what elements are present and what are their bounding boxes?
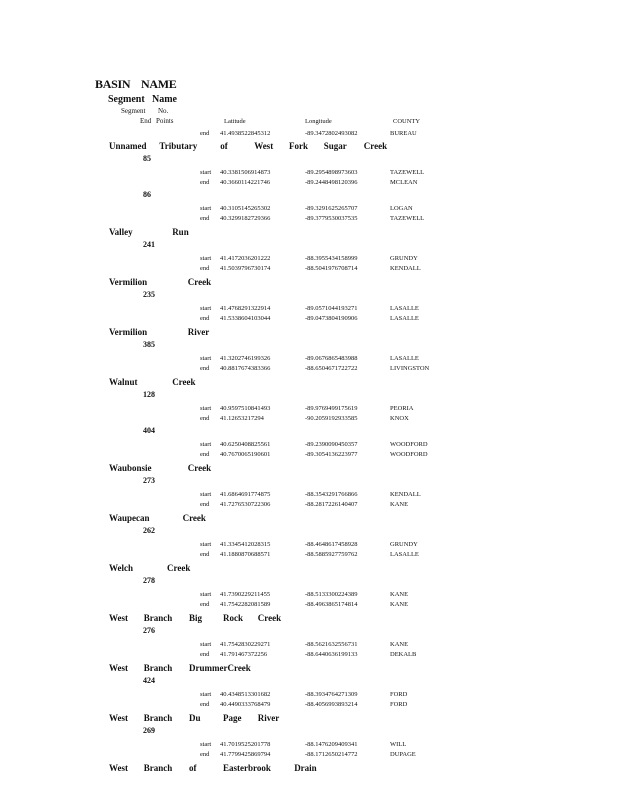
longitude-value: -88.1712650214772	[305, 751, 358, 758]
basin-name-word: of	[189, 763, 197, 773]
latitude-value: 41.7390229211455	[220, 591, 271, 598]
county-value: LASALLE	[390, 551, 419, 558]
end-type: start	[200, 741, 212, 748]
longitude-value: -89.2954898973603	[305, 169, 358, 176]
basin-name-word: Valley	[109, 227, 133, 237]
longitude-value: -89.0571044193271	[305, 305, 358, 312]
basin-name-word: Waubonsie	[109, 463, 152, 473]
latitude-value: 41.12653217294	[220, 415, 264, 422]
county-value: KNOX	[390, 415, 409, 422]
segment-number: 128	[143, 390, 155, 399]
points-header: Points	[156, 117, 174, 125]
segment-number: 235	[143, 290, 155, 299]
latitude-value: 40.3660114221746	[220, 179, 271, 186]
basin-name-word: Tributary	[159, 141, 198, 151]
end-type: end	[200, 415, 210, 422]
basin-name-word: Branch	[143, 713, 173, 723]
end-type: end	[200, 315, 210, 322]
county-value: KANE	[390, 601, 409, 608]
segment-number: 86	[143, 190, 151, 199]
end-type: start	[200, 641, 212, 648]
latitude-value: 41.5338604103044	[220, 315, 271, 322]
end-type: start	[200, 591, 212, 598]
basin-name	[109, 663, 409, 675]
basin-name	[109, 613, 409, 625]
basin-name-word: Creek	[187, 463, 212, 473]
end-type: end	[200, 501, 210, 508]
county-value: WOODFORD	[390, 451, 428, 458]
end-type: start	[200, 305, 212, 312]
longitude-value: -90.2059192933585	[305, 415, 358, 422]
basin-name	[109, 713, 409, 725]
latitude-header: Latitude	[224, 118, 246, 125]
county-value: MCLEAN	[390, 179, 418, 186]
end-type: end	[200, 601, 210, 608]
county-value: GRUNDY	[390, 541, 418, 548]
basin-name-word: Easterbrook	[223, 763, 271, 773]
latitude-value: 41.7542830229271	[220, 641, 271, 648]
basin-name-word: River	[257, 713, 280, 723]
county-value: FORD	[390, 691, 408, 698]
segment-number: 278	[143, 576, 155, 585]
segment-header: Segment	[108, 94, 145, 105]
basin-name-word: Vermilion	[109, 327, 148, 337]
end-type: end	[200, 751, 210, 758]
latitude-value: 40.3105145265302	[220, 205, 271, 212]
latitude-value: 41.791467372256	[220, 651, 268, 658]
latitude-value: 40.6250408825561	[220, 441, 271, 448]
latitude-value: 41.7276530722306	[220, 501, 271, 508]
latitude-value: 40.7670065190601	[220, 451, 271, 458]
basin-name-word: Drain	[294, 763, 317, 773]
county-value: LASALLE	[390, 315, 419, 322]
end-type: end	[200, 451, 210, 458]
county-value: DEKALB	[390, 651, 417, 658]
basin-name-word: West	[109, 663, 128, 673]
basin-name-word: Run	[172, 227, 189, 237]
county-value: WILL	[390, 741, 407, 748]
longitude-value: -88.6440636199133	[305, 651, 358, 658]
latitude-value: 41.7799425869794	[220, 751, 271, 758]
longitude-value: -88.5133300224389	[305, 591, 358, 598]
basin-name-word: West	[109, 613, 128, 623]
longitude-value: -88.1476209409341	[305, 741, 358, 748]
county-value: LASALLE	[390, 305, 419, 312]
no-header: No.	[158, 107, 169, 115]
segment-number: 276	[143, 626, 155, 635]
end-header: End	[140, 117, 152, 125]
basin-name-word: Branch	[143, 663, 173, 673]
segment-number: 269	[143, 726, 155, 735]
basin-name-word: Big	[189, 613, 203, 623]
end-type: start	[200, 255, 212, 262]
basin-name-word: Branch	[143, 763, 173, 773]
latitude-value: 40.3299182729366	[220, 215, 271, 222]
basin-name-word: Welch	[109, 563, 133, 573]
latitude-value: 41.7542282081589	[220, 601, 271, 608]
end-type: end	[200, 130, 210, 137]
latitude-value: 40.4490333768479	[220, 701, 271, 708]
county-value: BUREAU	[390, 130, 417, 137]
county-value: TAZEWELL	[390, 169, 425, 176]
county-value: GRUNDY	[390, 255, 418, 262]
longitude-value: -89.3291625265707	[305, 205, 358, 212]
basin-name-word: Waupecan	[109, 513, 150, 523]
longitude-value: -88.5885927759762	[305, 551, 358, 558]
end-type: end	[200, 651, 210, 658]
county-value: KENDALL	[390, 491, 421, 498]
basin-name-word: Creek	[257, 613, 282, 623]
basin-name	[109, 463, 409, 475]
basin-name-word: Creek	[187, 277, 212, 287]
basin-header: BASIN	[95, 77, 131, 91]
segment-number: 85	[143, 154, 151, 163]
end-type: end	[200, 179, 210, 186]
basin-name-word: West	[109, 763, 128, 773]
basin-name-word: Walnut	[109, 377, 138, 387]
basin-name-word: Creek	[182, 513, 206, 523]
county-value: KANE	[390, 501, 409, 508]
end-type: start	[200, 169, 212, 176]
segment-number: 404	[143, 426, 155, 435]
basin-name	[109, 327, 409, 339]
longitude-value: -88.4648617458928	[305, 541, 358, 548]
basin-name-word: Creek	[172, 377, 196, 387]
longitude-value: -89.3779530037535	[305, 215, 358, 222]
end-type: start	[200, 491, 212, 498]
county-value: FORD	[390, 701, 408, 708]
longitude-value: -88.2817226140407	[305, 501, 358, 508]
end-type: start	[200, 355, 212, 362]
longitude-header: Longitude	[305, 118, 332, 125]
segment-number: 262	[143, 526, 155, 535]
latitude-value: 41.4768291322914	[220, 305, 271, 312]
county-value: LASALLE	[390, 355, 419, 362]
longitude-value: -88.5621632556731	[305, 641, 358, 648]
basin-name-word: Sugar	[323, 141, 347, 151]
basin-name	[109, 227, 409, 239]
longitude-value: -88.3955434158999	[305, 255, 358, 262]
county-header: COUNTY	[393, 118, 421, 125]
end-type: end	[200, 215, 210, 222]
basin-name-word: West	[109, 713, 128, 723]
longitude-value: -88.3543291766866	[305, 491, 358, 498]
basin-name-word: Du	[189, 713, 201, 723]
latitude-value: 41.1880870688571	[220, 551, 271, 558]
basin-name-word: Page	[223, 713, 242, 723]
basin-name-word: Creek	[363, 141, 388, 151]
basin-name	[109, 377, 409, 389]
latitude-value: 40.4348513301682	[220, 691, 271, 698]
basin-name	[109, 563, 409, 575]
latitude-value: 40.8817674383366	[220, 365, 271, 372]
longitude-value: -89.2448498120396	[305, 179, 358, 186]
end-type: end	[200, 551, 210, 558]
latitude-value: 41.3202746199326	[220, 355, 271, 362]
latitude-value: 41.3345412028315	[220, 541, 271, 548]
basin-name-word: West	[254, 141, 274, 151]
longitude-value: -89.3472802493082	[305, 130, 358, 137]
longitude-value: -89.3054136223977	[305, 451, 358, 458]
end-type: start	[200, 691, 212, 698]
end-type: start	[200, 541, 212, 548]
longitude-value: -88.6504671722722	[305, 365, 358, 372]
basin-name-word: Creek	[167, 563, 191, 573]
end-type: start	[200, 205, 212, 212]
longitude-value: -88.3934764271309	[305, 691, 358, 698]
end-type: end	[200, 265, 210, 272]
name-header: NAME	[141, 77, 177, 91]
end-type: start	[200, 441, 212, 448]
longitude-value: -89.0473804190906	[305, 315, 358, 322]
county-value: WOODFORD	[390, 441, 428, 448]
latitude-value: 41.6864691774875	[220, 491, 271, 498]
county-value: KANE	[390, 641, 409, 648]
basin-name-word: Vermilion	[109, 277, 148, 287]
longitude-value: -89.0676865483988	[305, 355, 358, 362]
segment-number: 424	[143, 676, 155, 685]
basin-name-word: Unnamed	[109, 141, 147, 151]
longitude-value: -89.2390090450357	[305, 441, 358, 448]
basin-name-word: DrummerCreek	[189, 663, 251, 673]
county-value: TAZEWELL	[390, 215, 425, 222]
segment-number: 273	[143, 476, 155, 485]
basin-name-word: Fork	[289, 141, 308, 151]
county-value: PEORIA	[390, 405, 414, 412]
basin-name-word: of	[220, 141, 228, 151]
end-type: end	[200, 365, 210, 372]
county-value: KANE	[390, 591, 409, 598]
basin-name	[109, 141, 409, 153]
longitude-value: -88.5041976708714	[305, 265, 358, 272]
longitude-value: -88.4963865174814	[305, 601, 358, 608]
latitude-value: 41.5039796730174	[220, 265, 271, 272]
basin-name	[109, 277, 409, 289]
latitude-value: 41.4938522845312	[220, 130, 271, 137]
end-type: end	[200, 701, 210, 708]
segment-number: 385	[143, 340, 155, 349]
county-value: LOGAN	[390, 205, 413, 212]
county-value: LIVINGSTON	[390, 365, 430, 372]
latitude-value: 40.9597510841493	[220, 405, 271, 412]
latitude-value: 40.3381506914873	[220, 169, 271, 176]
segment-no-header: Segment	[121, 107, 146, 115]
latitude-value: 41.7019525201778	[220, 741, 271, 748]
basin-name-word: Branch	[143, 613, 173, 623]
longitude-value: -88.4056993893214	[305, 701, 358, 708]
end-type: start	[200, 405, 212, 412]
county-value: DUPAGE	[390, 751, 416, 758]
basin-name-word: Rock	[223, 613, 243, 623]
basin-name	[109, 763, 409, 775]
latitude-value: 41.4172036201222	[220, 255, 271, 262]
segment-number: 241	[143, 240, 155, 249]
longitude-value: -89.9769499175619	[305, 405, 358, 412]
county-value: KENDALL	[390, 265, 421, 272]
basin-name	[109, 513, 409, 525]
segment-name-header: Name	[152, 94, 177, 105]
basin-name-word: River	[187, 327, 210, 337]
